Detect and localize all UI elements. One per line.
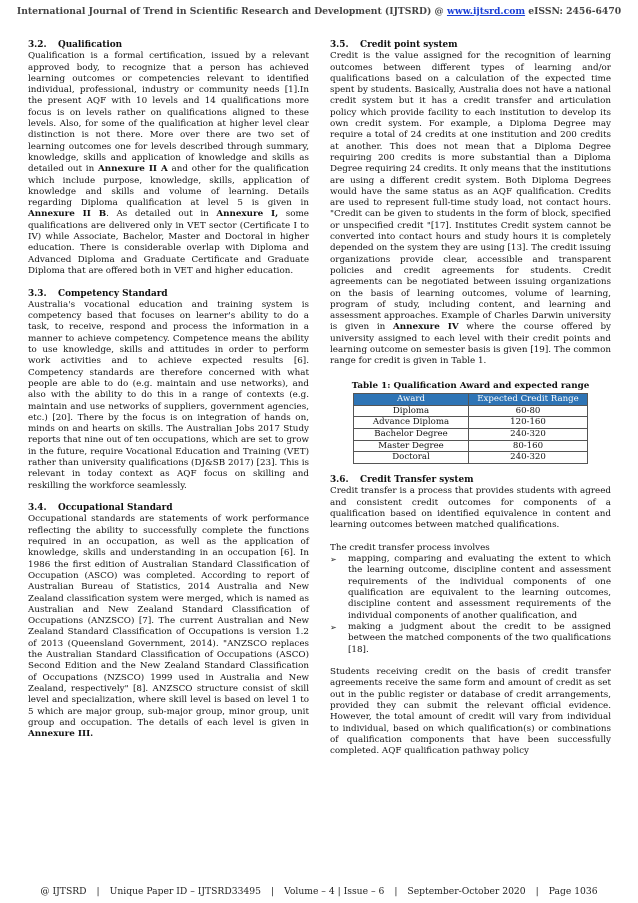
table-cell: Doctoral	[354, 452, 469, 464]
journal-website-link[interactable]: www.ijtsrd.com	[446, 6, 526, 17]
credit-point-paragraph: Credit is the value assigned for the recognition of learning outcomes between different types of learning and/or qualifications based on a calculation of the expected time spent by students. Basically, Australia does not have a national credit system but it has a credit transfer and articulation policy which provide facility to each institution to develop its own credit system. For example, a Diploma Degree may require a total of 24 credits at one institution and 200 credits at another. This does not mean that a Diploma Degree requiring 200 credits is more substantial than a Diploma Degree requiring 24 credits. It only means that the institutions are using a different credit system. Both Diploma Degrees would have the same status as an AQF qualification. Credits are used to represent full-time study load, not contact hours. "Credit can be given to students in the form of block, specified or unspecified credit "[17]. Institutes Credit system cannot be converted into contact hours and study hours it is completely depended on the system they are using [13]. The credit issuing organizations provide clear, accessible and transparent policies and credit agreements for students. Credit agreements can be negotiated between issuing organizations on the basis of learning outcomes, volume of learning, program of study, including content, and learning and assessment approaches. Example of Charles Darwin university is given in Annexure IV where the course offered by university assigned to each level with their credit points and learning outcome on semester basis is given [19]. The common range for credit is given in Table 1.	[330, 51, 611, 367]
table-row	[354, 452, 588, 464]
section-heading-3-3: 3.3. Competency Standard	[28, 288, 168, 299]
header-issn: eISSN: 2456-6470	[525, 6, 622, 17]
list-item: ➢ making a judgment about the credit to be assigned between the matched components of the two qualifications [18].	[330, 621, 611, 655]
footer-volume: Volume – 4 | Issue – 6	[284, 886, 385, 897]
competency-paragraph: Australia's vocational education and training system is competency based that focuses on learner's ability to do a task, to receive, respond and process the information in a manner to achieve competency. Competence means the ability to use knowledge, skills and attitudes in order to perform work activities and to achieve expected results [6]. Competency standards are therefore concerned with what people are able to do (e.g. maintain and use networks), and also with the ability to do this in a range of contexts (e.g. maintain and use networks of suppliers, government agencies, etc.) [20]. There by the focus is on integration of hands on, minds on and hearts on skills. The Australian Jobs 2017 Study reports that nine out of ten occupations, which are set to grow in the future, require Vocational Education and Training (VET) rather than university qualifications (DJ&SB 2017) [23]. This is relevant in today context as AQF focus on skilling and reskilling the workforce seamlessly.	[28, 299, 309, 491]
arrowhead-bullet-icon: ➢	[330, 555, 337, 565]
table-cell: Advance Diploma	[354, 417, 469, 429]
left-column	[28, 40, 309, 740]
footer-date: September-October 2020	[407, 886, 526, 897]
section-heading-3-2: 3.2. Qualification	[28, 40, 123, 50]
table-cell: Bachelor Degree	[354, 428, 469, 440]
footer-page: Page 1036	[548, 886, 598, 897]
table-cell: 80-160	[469, 440, 588, 452]
credit-transfer-paragraph: Credit transfer is a process that provides students with agreed and consistent credit outcomes for components of a qualification based on identified equivalence in content and learning outcomes between matched qualifications.	[330, 486, 611, 531]
credit-outcome-paragraph: Students receiving credit on the basis of credit transfer agreements receive the same form and amount of credit as set out in the public register or database of credit arrangements, provided they can submit the relevant official evidence. However, the total amount of credit will vary from individual to individual, based on which qualification(s) or combinations of qualification components that have been successfully completed. AQF qualification pathway policy	[330, 667, 611, 757]
table-row	[354, 440, 588, 452]
table-cell: Master Degree	[354, 440, 469, 452]
table-caption: Table 1: Qualification Award and expected range	[351, 380, 590, 391]
table-row	[354, 428, 588, 440]
section-heading-3-4: 3.4. Occupational Standard	[28, 503, 173, 514]
table-cell: 60-80	[469, 405, 588, 417]
table-row	[354, 417, 588, 429]
running-header	[0, 6, 638, 17]
section-heading-3-5: 3.5. Credit point system	[330, 40, 458, 50]
table-header-row	[354, 394, 588, 406]
credit-transfer-intro: The credit transfer process involves	[330, 542, 490, 553]
footer-paper-id: Unique Paper ID – IJTSRD33495	[109, 886, 261, 897]
table-cell: 240-320	[469, 452, 588, 464]
table-cell: 240-320	[469, 428, 588, 440]
section-heading-3-6: 3.6. Credit Transfer system	[330, 475, 474, 486]
list-item: ➢ mapping, comparing and evaluating the extent to which the learning outcome, discipline content and assessment requirements of the individual components of one qualification are equivalent to the learning outcomes, discipline content and assessment requirements of the individual components of another qualification, and	[330, 554, 611, 621]
table-header-cell: Award	[354, 394, 469, 406]
footer-journal: @ IJTSRD	[40, 886, 87, 897]
table-cell: 120-160	[469, 417, 588, 429]
table-cell: Diploma	[354, 405, 469, 417]
right-column	[330, 40, 611, 757]
qualification-award-table	[353, 393, 588, 464]
arrowhead-bullet-icon: ➢	[330, 622, 337, 632]
header-text: International Journal of Trend in Scientific Research and Development (IJTSRD) @	[16, 6, 447, 17]
running-footer: @ IJTSRD | Unique Paper ID – IJTSRD33495 | Volume – 4 | Issue – 6 | September-October 2020 | Page 1036	[40, 886, 598, 897]
qualification-paragraph: Qualification is a formal certification, issued by a relevant approved body, to recognize that a person has achieved learning outcomes or competencies relevant to identified individual, professional, industry or community needs [1].In the present AQF with 10 levels and 14 qualifications more focus is on levels rather on qualifications aligned to these levels. Also, for some of the qualification at higher level clear distinction is not there. More over there are two set of learning outcomes one for levels described through summary, knowledge, skills and application of knowledge and skills as detailed out in Annexure II A and other for the qualification which include purpose, knowledge, skills, application of knowledge and skills and volume of learning. Details regarding Diploma qualification at level 5 is given in Annexure II B. As detailed out in Annexure I, some qualifications are delivered only in VET sector (Certificate I to IV) while Associate, Bachelor, Master and Doctoral in higher education. There is considerable overlap with Diploma and Advanced Diploma and Graduate Certificate and Graduate Diploma that are offered both in VET and higher education.	[28, 51, 309, 276]
credit-transfer-bullet-list	[330, 554, 611, 656]
table-header-cell: Expected Credit Range	[469, 394, 588, 406]
occupational-paragraph: Occupational standards are statements of work performance reflecting the ability to successfully complete the functions required in an occupation, as well as the application of knowledge, skills and understanding in an occupation [6]. In 1986 the first edition of Australian Standard Classification of Occupation (ASCO) was completed. According to report of Australian Bureau of Statistics, 2014 Australia and New Zealand classification system were merged, which is named as Australian and New Zealand Standard Classification of Occupations (ANZSCO) [7]. The current Australian and New Zealand Standard Classification of Occupations is version 1.2 of 2013 (Queensland Government, 2014). "ANZSCO replaces the Australian Standard Classification of Occupations (ASCO) Second Edition and the New Zealand Standard Classification of Occupations (NZSCO) 1999 used in Australia and New Zealand, respectively" [8]. ANZSCO structure consist of skill level and specialization, where skill level is based on level 1 to 5 which are major group, sub-major group, minor group, unit group and occupation. The details of each level is given in Annexure III.	[28, 514, 309, 740]
table-row	[354, 405, 588, 417]
